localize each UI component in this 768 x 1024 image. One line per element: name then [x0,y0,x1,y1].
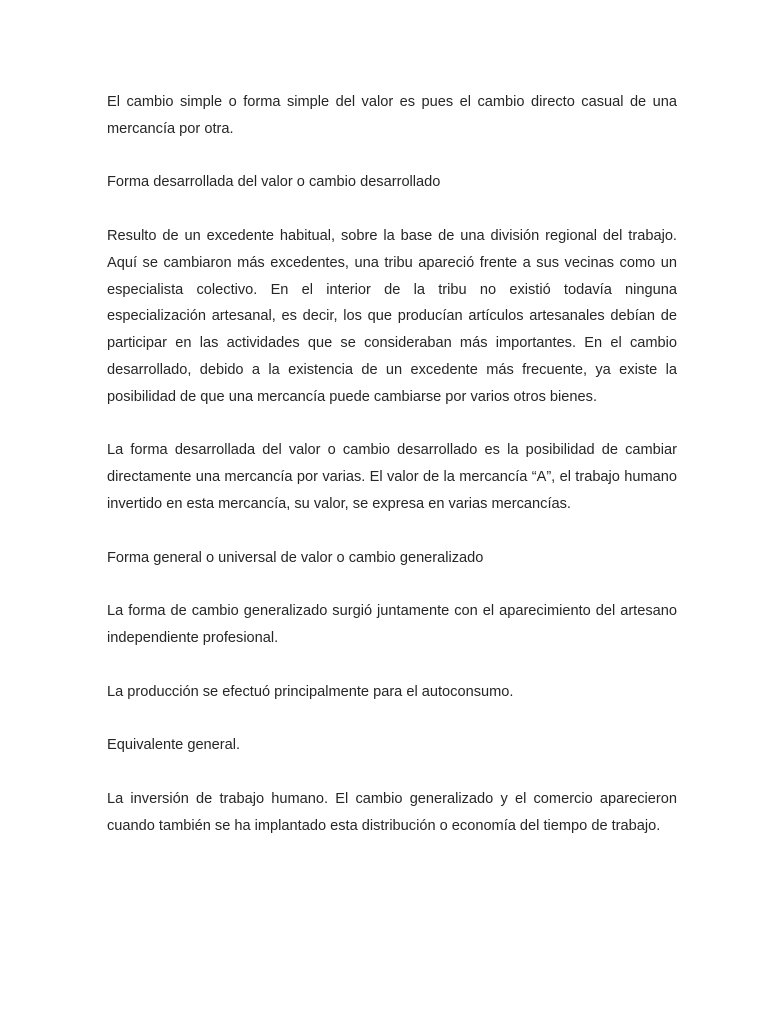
document-page [107,89,677,866]
paragraph-self-consumption: La producción se efectuó principalmente para el autoconsumo. [107,683,514,700]
paragraph-simple-exchange: El cambio simple o forma simple del valor es pues el cambio directo casual de una mercancía por otra. [107,94,677,137]
section-heading-general-form: Forma general o universal de valor o cambio generalizado [107,549,484,566]
paragraph-artisan-origin: La forma de cambio generalizado surgió juntamente con el aparecimiento del artesano independiente profesional. [107,603,677,646]
paragraph-developed-form-definition: La forma desarrollada del valor o cambio desarrollado es la posibilidad de cambiar directamente una mercancía por varias. El valor de la mercancía “A”, el trabajo humano invertido en esta mercancía, su valor, se expresa en varias mercancías. [107,442,677,512]
paragraph-labor-investment: La inversión de trabajo humano. El cambio generalizado y el comercio aparecieron cuando también se ha implantado esta distribución o economía del tiempo de trabajo. [107,790,677,834]
paragraph-regional-surplus: Resulto de un excedente habitual, sobre la base de una división regional del trabajo. Aquí se cambiaron más excedentes, una tribu apareció frente a sus vecinas como un especialista colectivo. En el interior de la tribu no existió todavía ninguna especialización artesanal, es decir, los que producían artículos artesanales debían de participar en las actividades que se consideraban más importantes. En el cambio desarrollado, debido a la existencia de un excedente más frecuente, ya existe la posibilidad de que una mercancía puede cambiarse por varios otros bienes. [107,227,677,405]
paragraph-general-equivalent: Equivalente general. [107,737,241,754]
section-heading-developed-form: Forma desarrollada del valor o cambio desarrollado [107,174,441,191]
